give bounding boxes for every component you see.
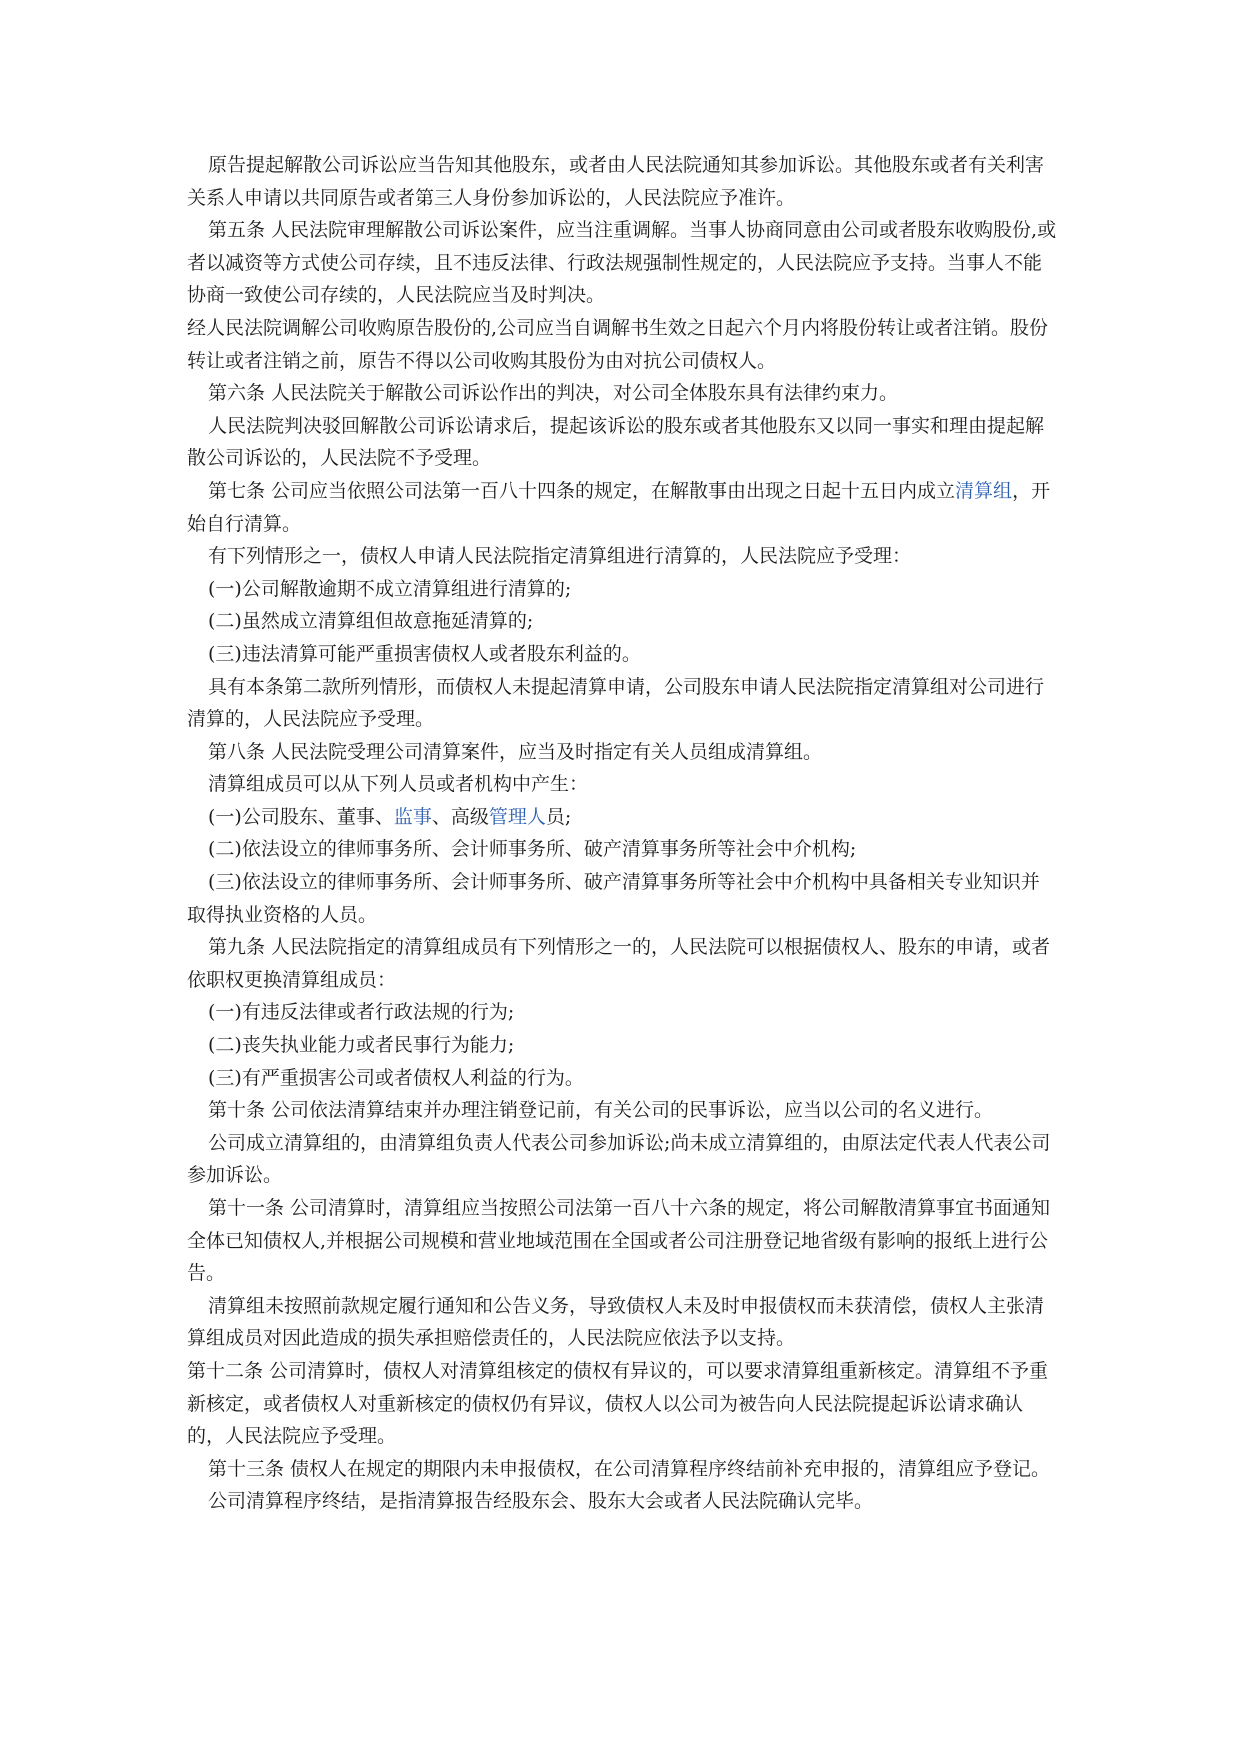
paragraph [187, 833, 1057, 866]
paragraph [187, 801, 1057, 834]
paragraph [187, 638, 1057, 671]
hyperlink[interactable]: 管理人 [488, 805, 546, 828]
paragraph [187, 1062, 1057, 1095]
paragraph-text: (二)依法设立的律师事务所、会计师事务所、破产清算事务所等社会中介机构; [208, 838, 857, 861]
paragraph-text: 第九条 人民法院指定的清算组成员有下列情形之一的，人民法院可以根据债权人、股东的申请，或者依职权更换清算组成员： [187, 936, 1051, 991]
paragraph-text: (一)公司解散逾期不成立清算组进行清算的; [208, 577, 572, 600]
paragraph [187, 377, 1057, 410]
paragraph-text: 清算组成员可以从下列人员或者机构中产生： [208, 773, 589, 796]
paragraph [187, 149, 1057, 214]
paragraph-text: ，开始自行清算。 [187, 479, 1051, 535]
paragraph [187, 1453, 1057, 1486]
hyperlink[interactable]: 监事 [393, 805, 432, 828]
paragraph [187, 475, 1057, 540]
paragraph-text: (一)公司股东、董事、 [208, 805, 394, 828]
paragraph [187, 866, 1057, 931]
paragraph [187, 996, 1057, 1029]
paragraph [187, 605, 1057, 638]
paragraph [187, 671, 1057, 736]
document-body [187, 149, 1057, 1518]
paragraph [187, 573, 1057, 606]
paragraph [187, 1485, 1057, 1518]
paragraph-text: (二)虽然成立清算组但故意拖延清算的; [208, 610, 534, 633]
paragraph-text: (三)有严重损害公司或者债权人利益的行为。 [208, 1066, 584, 1089]
paragraph-text: 第七条 公司应当依照公司法第一百八十四条的规定，在解散事由出现之日起十五日内成立 [208, 479, 956, 502]
paragraph-text: 第十一条 公司清算时，清算组应当按照公司法第一百八十六条的规定，将公司解散清算事宜书面通知全体已知债权人,并根据公司规模和营业地域范围在全国或者公司注册登记地省级有影响的报纸上进行公告。 [187, 1197, 1051, 1285]
paragraph [187, 1127, 1057, 1192]
paragraph-text: 第六条 人民法院关于解散公司诉讼作出的判决，对公司全体股东具有法律约束力。 [208, 382, 899, 405]
paragraph [187, 768, 1057, 801]
paragraph-text: 公司成立清算组的，由清算组负责人代表公司参加诉讼;尚未成立清算组的，由原法定代表人代表公司参加诉讼。 [187, 1131, 1051, 1187]
paragraph-text: 经人民法院调解公司收购原告股份的,公司应当自调解书生效之日起六个月内将股份转让或者注销。股份转让或者注销之前，原告不得以公司收购其股份为由对抗公司债权人。 [187, 316, 1049, 372]
paragraph [187, 1290, 1057, 1355]
paragraph [187, 540, 1057, 573]
paragraph-text: 具有本条第二款所列情形，而债权人未提起清算申请，公司股东申请人民法院指定清算组对公司进行清算的，人民法院应予受理。 [187, 675, 1045, 731]
paragraph [187, 1192, 1057, 1290]
paragraph-text: 人民法院判决驳回解散公司诉讼请求后，提起该诉讼的股东或者其他股东又以同一事实和理由提起解散公司诉讼的，人民法院不予受理。 [187, 414, 1045, 470]
paragraph-text: (三)违法清算可能严重损害债权人或者股东利益的。 [208, 642, 641, 665]
paragraph [187, 1094, 1057, 1127]
paragraph-text: (二)丧失执业能力或者民事行为能力; [208, 1034, 515, 1057]
paragraph-text: 清算组未按照前款规定履行通知和公告义务，导致债权人未及时申报债权而未获清偿，债权人主张清算组成员对因此造成的损失承担赔偿责任的，人民法院应依法予以支持。 [187, 1294, 1045, 1350]
paragraph [187, 410, 1057, 475]
paragraph-text: 员; [545, 805, 572, 828]
paragraph [187, 312, 1057, 377]
paragraph-text: 有下列情形之一，债权人申请人民法院指定清算组进行清算的，人民法院应予受理： [208, 545, 912, 568]
paragraph-text: 第八条 人民法院受理公司清算案件，应当及时指定有关人员组成清算组。 [208, 740, 823, 763]
paragraph-text: 公司清算程序终结，是指清算报告经股东会、股东大会或者人民法院确认完毕。 [208, 1490, 874, 1513]
paragraph-text: (一)有违反法律或者行政法规的行为; [208, 1001, 515, 1024]
paragraph [187, 736, 1057, 769]
paragraph-text: (三)依法设立的律师事务所、会计师事务所、破产清算事务所等社会中介机构中具备相关专业知识并取得执业资格的人员。 [187, 871, 1040, 926]
paragraph-text: 第十三条 债权人在规定的期限内未申报债权，在公司清算程序终结前补充申报的，清算组应予登记。 [208, 1457, 1051, 1480]
paragraph [187, 931, 1057, 996]
paragraph-text: 第十二条 公司清算时，债权人对清算组核定的债权有异议的，可以要求清算组重新核定。清算组不予重新核定，或者债权人对重新核定的债权仍有异议，债权人以公司为被告向人民法院提起诉讼请求确认的，人民法院应予受理。 [187, 1359, 1049, 1448]
paragraph [187, 1355, 1057, 1453]
paragraph-text: 、高级 [431, 805, 489, 828]
paragraph [187, 1029, 1057, 1062]
hyperlink[interactable]: 清算组 [955, 479, 1013, 502]
paragraph-text: 原告提起解散公司诉讼应当告知其他股东，或者由人民法院通知其参加诉讼。其他股东或者有关利害关系人申请以共同原告或者第三人身份参加诉讼的，人民法院应予准许。 [187, 154, 1045, 209]
paragraph-text: 第五条 人民法院审理解散公司诉讼案件，应当注重调解。当事人协商同意由公司或者股东收购股份,或者以减资等方式使公司存续，且不违反法律、行政法规强制性规定的，人民法院应予支持。当事人不能协商一致使公司存续的，人民法院应当及时判决。 [187, 219, 1057, 307]
paragraph-text: 第十条 公司依法清算结束并办理注销登记前，有关公司的民事诉讼，应当以公司的名义进行。 [208, 1099, 994, 1122]
paragraph [187, 214, 1057, 312]
